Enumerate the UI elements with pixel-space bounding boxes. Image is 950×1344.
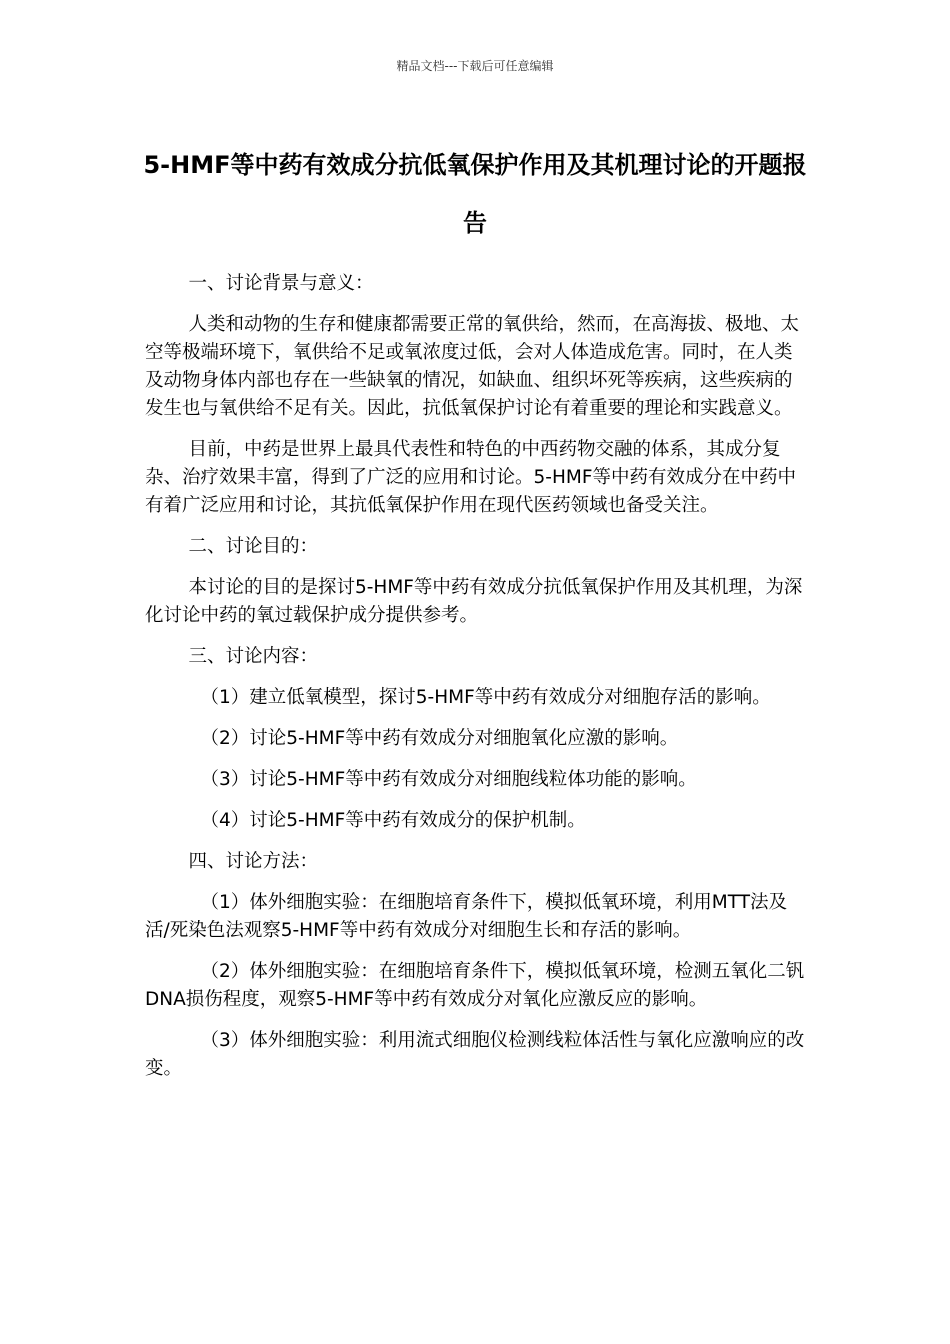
- method-item-2: （2）体外细胞实验：在细胞培育条件下，模拟低氧环境，检测五氧化二钒DNA损伤程度，观察5-HMF等中药有效成分对氧化应激反应的影响。: [145, 961, 805, 1010]
- section-heading-content: 三、讨论内容：: [188, 646, 318, 667]
- section-heading-methods: 四、讨论方法：: [188, 851, 318, 872]
- purpose-paragraph: 本讨论的目的是探讨5-HMF等中药有效成分抗低氧保护作用及其机理，为深化讨论中药的氧过载保护成分提供参考。: [145, 577, 803, 626]
- page-header: 精品文档---下载后可任意编辑: [396, 59, 554, 73]
- document-body: [145, 270, 805, 1096]
- content-item-3: （3）讨论5-HMF等中药有效成分对细胞线粒体功能的影响。: [200, 769, 697, 790]
- background-paragraph-1: 人类和动物的生存和健康都需要正常的氧供给，然而，在高海拔、极地、太空等极端环境下，氧供给不足或氧浓度过低，会对人体造成危害。同时，在人类及动物身体内部也存在一些缺氧的情况，如缺血、组织坏死等疾病，这些疾病的发生也与氧供给不足有关。因此，抗低氧保护讨论有着重要的理论和实践意义。: [145, 314, 799, 419]
- content-item-1: （1）建立低氧模型，探讨5-HMF等中药有效成分对细胞存活的影响。: [200, 687, 771, 708]
- method-item-3: （3）体外细胞实验：利用流式细胞仪检测线粒体活性与氧化应激响应的改变。: [145, 1030, 805, 1079]
- method-item-1: （1）体外细胞实验：在细胞培育条件下，模拟低氧环境，利用MTT法及活/死染色法观察5-HMF等中药有效成分对细胞生长和存活的影响。: [145, 892, 788, 941]
- section-heading-background: 一、讨论背景与意义：: [188, 273, 374, 294]
- section-heading-purpose: 二、讨论目的：: [188, 536, 318, 557]
- content-item-4: （4）讨论5-HMF等中药有效成分的保护机制。: [200, 810, 586, 831]
- document-title: 5-HMF等中药有效成分抗低氧保护作用及其机理讨论的开题报告: [143, 151, 807, 237]
- content-item-2: （2）讨论5-HMF等中药有效成分对细胞氧化应激的影响。: [200, 728, 679, 749]
- background-paragraph-2: 目前，中药是世界上最具代表性和特色的中西药物交融的体系，其成分复杂、治疗效果丰富，得到了广泛的应用和讨论。5-HMF等中药有效成分在中药中有着广泛应用和讨论，其抗低氧保护作用在现代医药领域也备受关注。: [145, 439, 796, 516]
